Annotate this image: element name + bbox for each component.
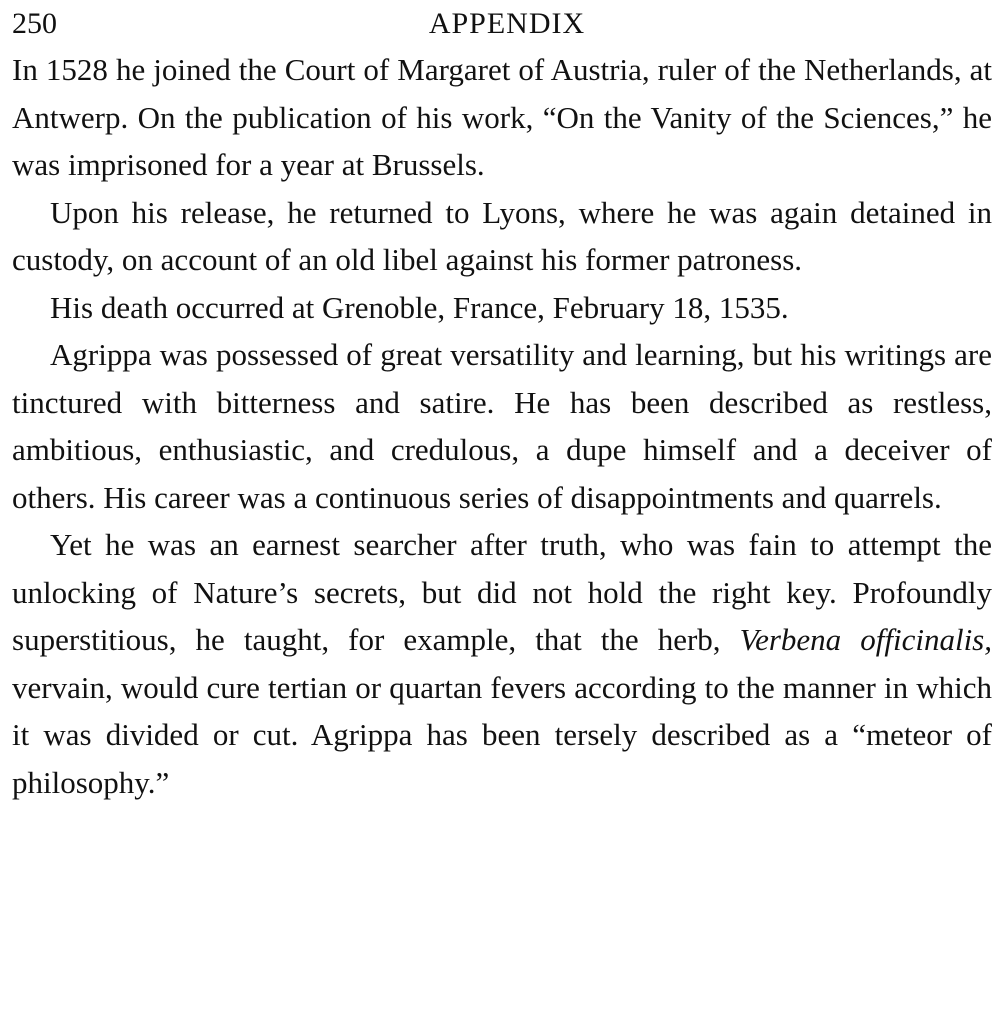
page-number: 250 [12, 7, 57, 40]
paragraph-character: Agrippa was possessed of great versatility and learning, but his writings are tinctured with bitterness and satire. He has been described as restless, ambitious, enthusiastic, and credulous, a dupe himself and a deceiver of others. His career was a continuous series of disappointments and quarrels. [12, 337, 992, 515]
paragraph-release-lyons: Upon his release, he returned to Lyons, where he was again detained in custody, on account of an old libel against his former patroness. [12, 194, 992, 277]
italic-plant-name: Verbena officinalis, [739, 622, 992, 657]
body-text [12, 46, 992, 806]
paragraph-court-of-margaret: In 1528 he joined the Court of Margaret of Austria, ruler of the Netherlands, at Antwerp. On the publication of his work, “On the Vanity of the Sciences,” he was imprisoned for a year at Brussels. [12, 52, 992, 182]
paragraph-death: His death occurred at Grenoble, France, February 18, 1535. [50, 289, 789, 325]
running-title: APPENDIX [428, 7, 586, 40]
running-header [12, 0, 992, 48]
book-page [12, 0, 992, 1013]
paragraph-searcher-after-truth [12, 521, 992, 806]
paragraph-text-after-italic: vervain, would cure tertian or quartan fevers according to the manner in which it was divided or cut. Agrippa has been tersely described as a “meteor of philosophy.” [12, 669, 992, 800]
paragraph-text-before-italic: Yet he was an earnest searcher after truth, who was fain to attempt the unlocking of Nature’s secrets, but did not hold the right key. Profoundly superstitious, he taught, for example, that the herb, [12, 527, 992, 657]
